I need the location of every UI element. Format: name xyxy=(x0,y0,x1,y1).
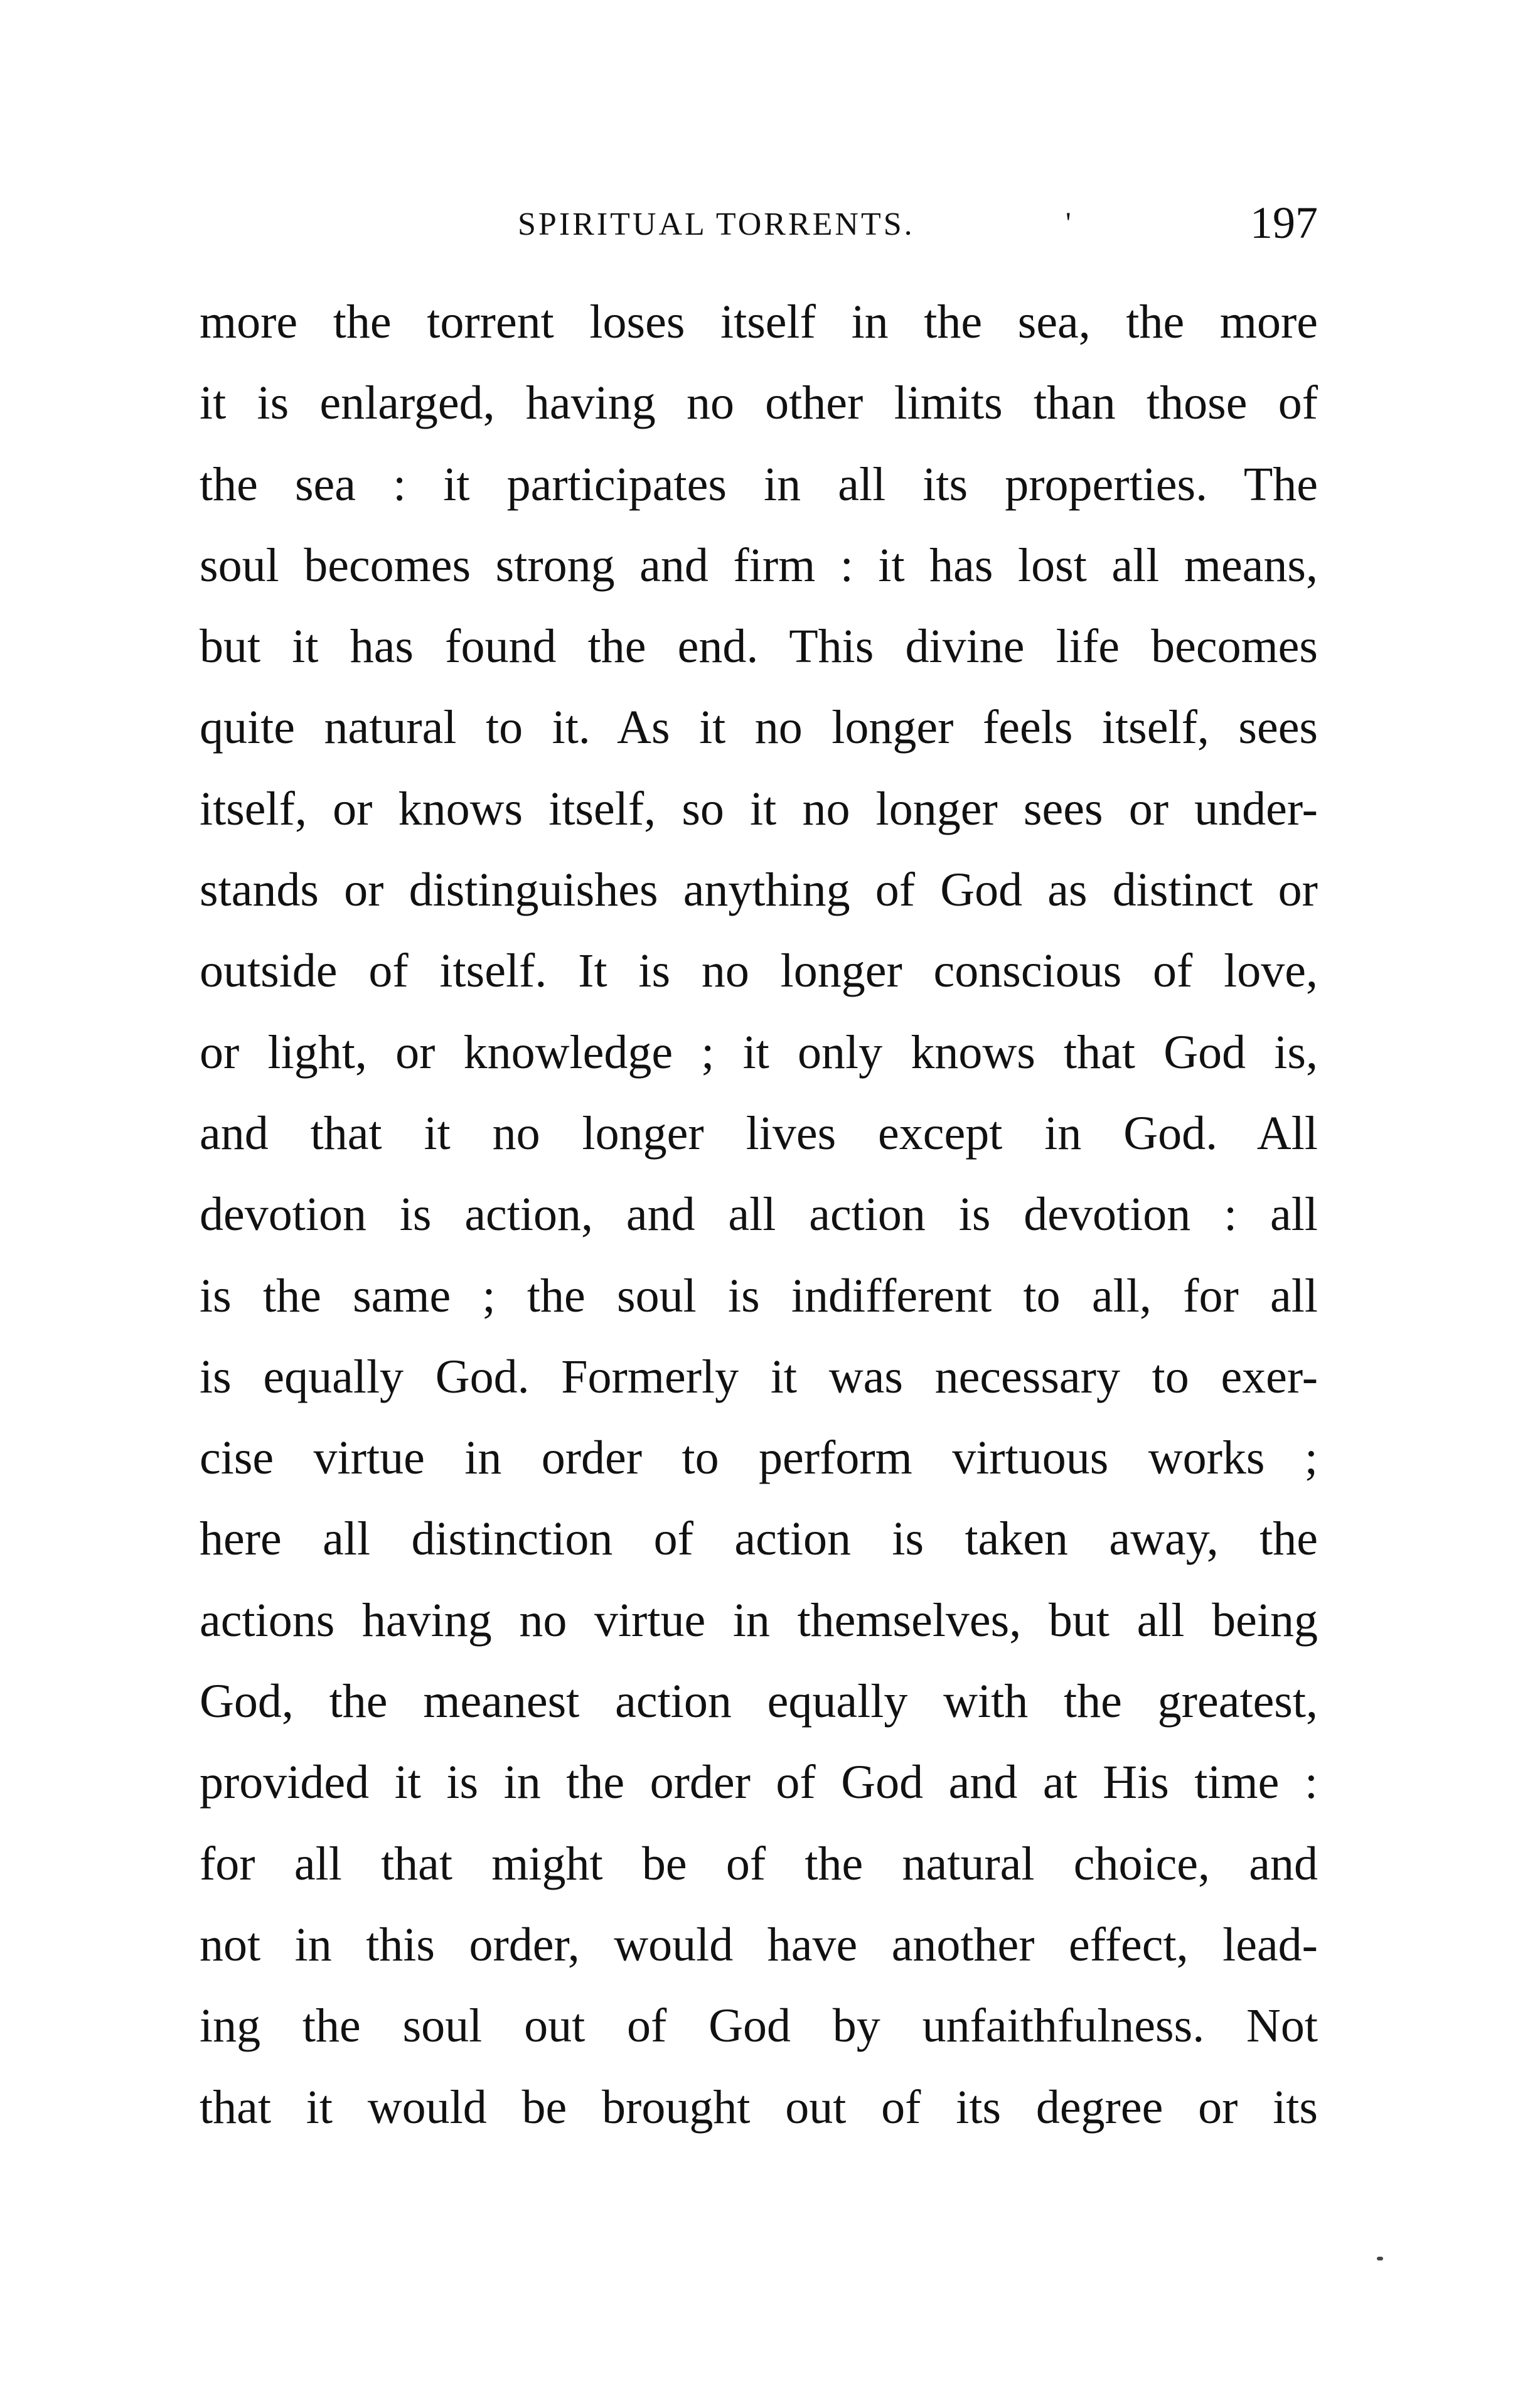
text-line: that it would be brought out of its degree or its xyxy=(200,2080,1318,2134)
text-line: and that it no longer lives except in God. All xyxy=(200,1106,1318,1160)
text-line: God, the meanest action equally with the greatest, xyxy=(200,1675,1318,1728)
text-line: provided it is in the order of God and at His time : xyxy=(200,1756,1318,1809)
ink-speck xyxy=(1377,2257,1383,2260)
text-line: stands or distinguishes anything of God as distinct or xyxy=(200,864,1318,917)
text-line: for all that might be of the natural choice, and xyxy=(200,1837,1318,1890)
page-number: 197 xyxy=(1250,198,1318,248)
text-line: outside of itself. It is no longer conscious of love, xyxy=(200,944,1318,998)
text-line: but it has found the end. This divine life becomes xyxy=(200,620,1318,673)
text-line: cise virtue in order to perform virtuous works ; xyxy=(200,1431,1318,1485)
text-line: not in this order, would have another effect, lead- xyxy=(200,1918,1318,1971)
text-line: or light, or knowledge ; it only knows that God is, xyxy=(200,1025,1318,1079)
text-line: here all distinction of action is taken away, the xyxy=(200,1512,1318,1566)
text-line: is the same ; the soul is indifferent to all, for all xyxy=(200,1269,1318,1322)
stray-mark: ' xyxy=(1066,206,1071,240)
text-line: the sea : it participates in all its properties. The xyxy=(200,457,1318,511)
body-text xyxy=(200,291,1318,2157)
text-line: actions having no virtue in themselves, but all being xyxy=(200,1593,1318,1647)
running-head xyxy=(201,195,1318,251)
text-line: ing the soul out of God by unfaithfulness. Not xyxy=(200,1999,1318,2053)
text-line: is equally God. Formerly it was necessary to exer- xyxy=(200,1350,1318,1403)
text-line: soul becomes strong and firm : it has lost all means, xyxy=(200,538,1318,592)
text-line: itself, or knows itself, so it no longer sees or under- xyxy=(200,782,1318,835)
text-line: it is enlarged, having no other limits than those of xyxy=(200,377,1318,430)
text-line: more the torrent loses itself in the sea, the more xyxy=(200,296,1318,348)
running-title: SPIRITUAL TORRENTS. xyxy=(518,206,915,242)
text-line: devotion is action, and all action is devotion : all xyxy=(200,1188,1318,1241)
text-line: quite natural to it. As it no longer feels itself, sees xyxy=(200,701,1318,754)
